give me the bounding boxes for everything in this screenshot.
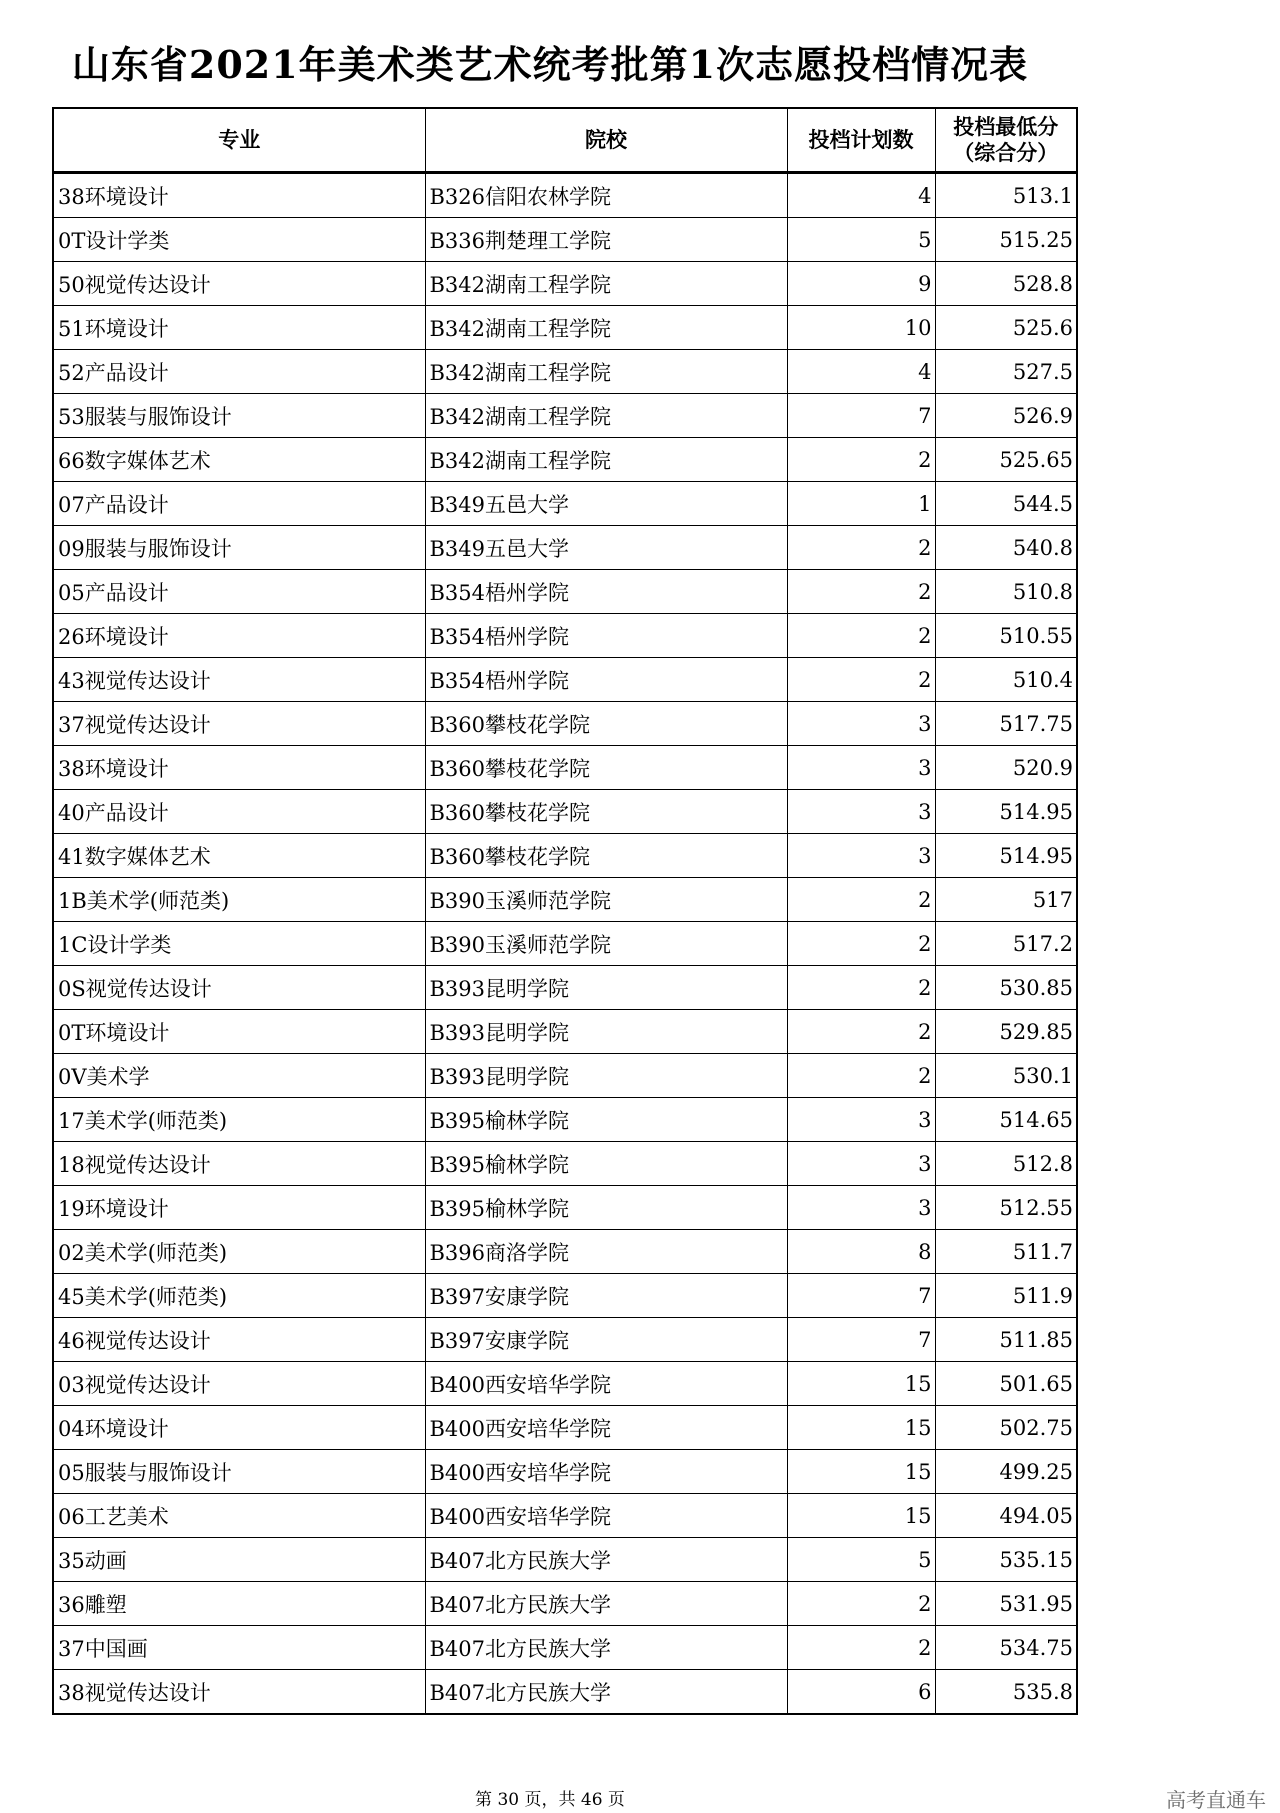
- cell-school: B349五邑大学: [425, 526, 787, 570]
- cell-major: 06工艺美术: [53, 1494, 425, 1538]
- cell-school: B336荆楚理工学院: [425, 218, 787, 262]
- cell-school: B360攀枝花学院: [425, 702, 787, 746]
- cell-plan: 3: [787, 1142, 935, 1186]
- cell-min-score: 529.85: [935, 1010, 1077, 1054]
- cell-major: 03视觉传达设计: [53, 1362, 425, 1406]
- cell-min-score: 535.8: [935, 1670, 1077, 1715]
- cell-school: B393昆明学院: [425, 966, 787, 1010]
- cell-min-score: 517.2: [935, 922, 1077, 966]
- table-row: [53, 394, 1077, 438]
- cell-school: B354梧州学院: [425, 614, 787, 658]
- cell-min-score: 517: [935, 878, 1077, 922]
- cell-plan: 4: [787, 350, 935, 394]
- cell-min-score: 502.75: [935, 1406, 1077, 1450]
- cell-major: 37中国画: [53, 1626, 425, 1670]
- cell-min-score: 514.95: [935, 834, 1077, 878]
- cell-plan: 2: [787, 570, 935, 614]
- table-row: [53, 1010, 1077, 1054]
- cell-plan: 15: [787, 1406, 935, 1450]
- cell-min-score: 530.1: [935, 1054, 1077, 1098]
- table-row: [53, 350, 1077, 394]
- cell-min-score: 525.6: [935, 306, 1077, 350]
- cell-school: B395榆林学院: [425, 1142, 787, 1186]
- cell-plan: 3: [787, 702, 935, 746]
- cell-major: 50视觉传达设计: [53, 262, 425, 306]
- header-min-score-line1: 投档最低分: [953, 115, 1059, 139]
- table-body: [53, 173, 1077, 1715]
- cell-major: 1C设计学类: [53, 922, 425, 966]
- cell-school: B354梧州学院: [425, 570, 787, 614]
- cell-school: B400西安培华学院: [425, 1450, 787, 1494]
- header-row: [53, 108, 1077, 173]
- cell-plan: 2: [787, 658, 935, 702]
- cell-plan: 8: [787, 1230, 935, 1274]
- header-major: 专业: [53, 108, 425, 173]
- cell-plan: 3: [787, 834, 935, 878]
- cell-plan: 9: [787, 262, 935, 306]
- table-row: [53, 1406, 1077, 1450]
- cell-plan: 6: [787, 1670, 935, 1715]
- cell-min-score: 514.65: [935, 1098, 1077, 1142]
- table-row: [53, 1362, 1077, 1406]
- cell-min-score: 528.8: [935, 262, 1077, 306]
- cell-school: B395榆林学院: [425, 1186, 787, 1230]
- cell-min-score: 525.65: [935, 438, 1077, 482]
- cell-min-score: 513.1: [935, 173, 1077, 218]
- cell-plan: 2: [787, 1626, 935, 1670]
- cell-plan: 3: [787, 1098, 935, 1142]
- cell-major: 0S视觉传达设计: [53, 966, 425, 1010]
- cell-major: 35动画: [53, 1538, 425, 1582]
- cell-major: 46视觉传达设计: [53, 1318, 425, 1362]
- cell-min-score: 511.7: [935, 1230, 1077, 1274]
- cell-major: 09服装与服饰设计: [53, 526, 425, 570]
- cell-major: 0T环境设计: [53, 1010, 425, 1054]
- cell-school: B407北方民族大学: [425, 1626, 787, 1670]
- cell-school: B407北方民族大学: [425, 1538, 787, 1582]
- cell-major: 05服装与服饰设计: [53, 1450, 425, 1494]
- cell-school: B390玉溪师范学院: [425, 878, 787, 922]
- cell-major: 0T设计学类: [53, 218, 425, 262]
- table-row: [53, 702, 1077, 746]
- table-row: [53, 570, 1077, 614]
- cell-school: B400西安培华学院: [425, 1494, 787, 1538]
- table-row: [53, 438, 1077, 482]
- cell-school: B407北方民族大学: [425, 1582, 787, 1626]
- table-row: [53, 526, 1077, 570]
- table-row: [53, 1230, 1077, 1274]
- cell-min-score: 510.55: [935, 614, 1077, 658]
- cell-major: 41数字媒体艺术: [53, 834, 425, 878]
- cell-school: B342湖南工程学院: [425, 438, 787, 482]
- cell-min-score: 511.9: [935, 1274, 1077, 1318]
- table-row: [53, 1538, 1077, 1582]
- cell-school: B400西安培华学院: [425, 1406, 787, 1450]
- cell-min-score: 512.8: [935, 1142, 1077, 1186]
- cell-school: B360攀枝花学院: [425, 834, 787, 878]
- cell-min-score: 530.85: [935, 966, 1077, 1010]
- cell-plan: 1: [787, 482, 935, 526]
- cell-plan: 2: [787, 922, 935, 966]
- cell-plan: 3: [787, 790, 935, 834]
- page-title: 山东省2021年美术类艺术统考批第1次志愿投档情况表: [71, 42, 1029, 87]
- table-row: [53, 173, 1077, 218]
- cell-major: 04环境设计: [53, 1406, 425, 1450]
- table-row: [53, 1318, 1077, 1362]
- cell-school: B390玉溪师范学院: [425, 922, 787, 966]
- table-row: [53, 1098, 1077, 1142]
- cell-school: B360攀枝花学院: [425, 746, 787, 790]
- cell-min-score: 540.8: [935, 526, 1077, 570]
- cell-major: 38视觉传达设计: [53, 1670, 425, 1715]
- cell-min-score: 501.65: [935, 1362, 1077, 1406]
- cell-min-score: 499.25: [935, 1450, 1077, 1494]
- cell-school: B349五邑大学: [425, 482, 787, 526]
- table-row: [53, 1494, 1077, 1538]
- cell-school: B396商洛学院: [425, 1230, 787, 1274]
- cell-plan: 2: [787, 438, 935, 482]
- cell-major: 45美术学(师范类): [53, 1274, 425, 1318]
- cell-plan: 5: [787, 1538, 935, 1582]
- cell-major: 0V美术学: [53, 1054, 425, 1098]
- cell-plan: 7: [787, 1318, 935, 1362]
- table-row: [53, 1142, 1077, 1186]
- cell-school: B393昆明学院: [425, 1010, 787, 1054]
- cell-min-score: 494.05: [935, 1494, 1077, 1538]
- cell-plan: 15: [787, 1494, 935, 1538]
- cell-min-score: 526.9: [935, 394, 1077, 438]
- cell-school: B393昆明学院: [425, 1054, 787, 1098]
- table-row: [53, 1450, 1077, 1494]
- page-footer: 第 30 页，共 46 页: [475, 1790, 625, 1810]
- cell-major: 18视觉传达设计: [53, 1142, 425, 1186]
- cell-plan: 2: [787, 966, 935, 1010]
- cell-min-score: 515.25: [935, 218, 1077, 262]
- cell-major: 37视觉传达设计: [53, 702, 425, 746]
- cell-major: 05产品设计: [53, 570, 425, 614]
- cell-min-score: 512.55: [935, 1186, 1077, 1230]
- cell-plan: 2: [787, 1010, 935, 1054]
- cell-min-score: 534.75: [935, 1626, 1077, 1670]
- table-row: [53, 1670, 1077, 1715]
- cell-major: 52产品设计: [53, 350, 425, 394]
- table-row: [53, 482, 1077, 526]
- table-row: [53, 790, 1077, 834]
- cell-school: B397安康学院: [425, 1318, 787, 1362]
- cell-school: B354梧州学院: [425, 658, 787, 702]
- cell-min-score: 517.75: [935, 702, 1077, 746]
- cell-plan: 7: [787, 394, 935, 438]
- table-row: [53, 218, 1077, 262]
- table-row: [53, 1054, 1077, 1098]
- cell-min-score: 531.95: [935, 1582, 1077, 1626]
- table-row: [53, 834, 1077, 878]
- cell-plan: 2: [787, 1582, 935, 1626]
- cell-min-score: 527.5: [935, 350, 1077, 394]
- cell-plan: 3: [787, 1186, 935, 1230]
- cell-major: 66数字媒体艺术: [53, 438, 425, 482]
- cell-major: 38环境设计: [53, 746, 425, 790]
- table-row: [53, 1626, 1077, 1670]
- cell-plan: 2: [787, 526, 935, 570]
- cell-major: 53服装与服饰设计: [53, 394, 425, 438]
- table-row: [53, 878, 1077, 922]
- header-school: 院校: [425, 108, 787, 173]
- table-row: [53, 262, 1077, 306]
- header-min-score-line2: （综合分）: [953, 141, 1059, 165]
- cell-min-score: 535.15: [935, 1538, 1077, 1582]
- cell-min-score: 520.9: [935, 746, 1077, 790]
- cell-major: 17美术学(师范类): [53, 1098, 425, 1142]
- cell-school: B326信阳农林学院: [425, 173, 787, 218]
- cell-school: B395榆林学院: [425, 1098, 787, 1142]
- cell-school: B342湖南工程学院: [425, 394, 787, 438]
- cell-plan: 15: [787, 1362, 935, 1406]
- cell-plan: 4: [787, 173, 935, 218]
- admission-table: [52, 107, 1078, 1715]
- cell-plan: 2: [787, 878, 935, 922]
- header-min-score: [935, 108, 1077, 173]
- table-row: [53, 922, 1077, 966]
- cell-school: B407北方民族大学: [425, 1670, 787, 1715]
- cell-school: B342湖南工程学院: [425, 262, 787, 306]
- cell-plan: 7: [787, 1274, 935, 1318]
- table-row: [53, 1186, 1077, 1230]
- cell-major: 51环境设计: [53, 306, 425, 350]
- cell-major: 43视觉传达设计: [53, 658, 425, 702]
- table-header: [53, 108, 1077, 173]
- cell-major: 26环境设计: [53, 614, 425, 658]
- cell-plan: 2: [787, 614, 935, 658]
- cell-major: 36雕塑: [53, 1582, 425, 1626]
- cell-major: 40产品设计: [53, 790, 425, 834]
- table-row: [53, 746, 1077, 790]
- cell-major: 02美术学(师范类): [53, 1230, 425, 1274]
- cell-min-score: 511.85: [935, 1318, 1077, 1362]
- table-row: [53, 658, 1077, 702]
- cell-min-score: 544.5: [935, 482, 1077, 526]
- cell-major: 1B美术学(师范类): [53, 878, 425, 922]
- table-row: [53, 966, 1077, 1010]
- header-plan: 投档计划数: [787, 108, 935, 173]
- cell-school: B400西安培华学院: [425, 1362, 787, 1406]
- table-row: [53, 1274, 1077, 1318]
- cell-plan: 3: [787, 746, 935, 790]
- cell-major: 19环境设计: [53, 1186, 425, 1230]
- cell-plan: 5: [787, 218, 935, 262]
- cell-plan: 2: [787, 1054, 935, 1098]
- cell-min-score: 510.4: [935, 658, 1077, 702]
- watermark-text: 高考直通车: [1166, 1788, 1266, 1812]
- cell-school: B342湖南工程学院: [425, 306, 787, 350]
- cell-school: B342湖南工程学院: [425, 350, 787, 394]
- table-row: [53, 306, 1077, 350]
- cell-major: 07产品设计: [53, 482, 425, 526]
- cell-plan: 10: [787, 306, 935, 350]
- cell-school: B397安康学院: [425, 1274, 787, 1318]
- cell-plan: 15: [787, 1450, 935, 1494]
- cell-school: B360攀枝花学院: [425, 790, 787, 834]
- cell-min-score: 514.95: [935, 790, 1077, 834]
- table-row: [53, 614, 1077, 658]
- cell-major: 38环境设计: [53, 173, 425, 218]
- table-row: [53, 1582, 1077, 1626]
- cell-min-score: 510.8: [935, 570, 1077, 614]
